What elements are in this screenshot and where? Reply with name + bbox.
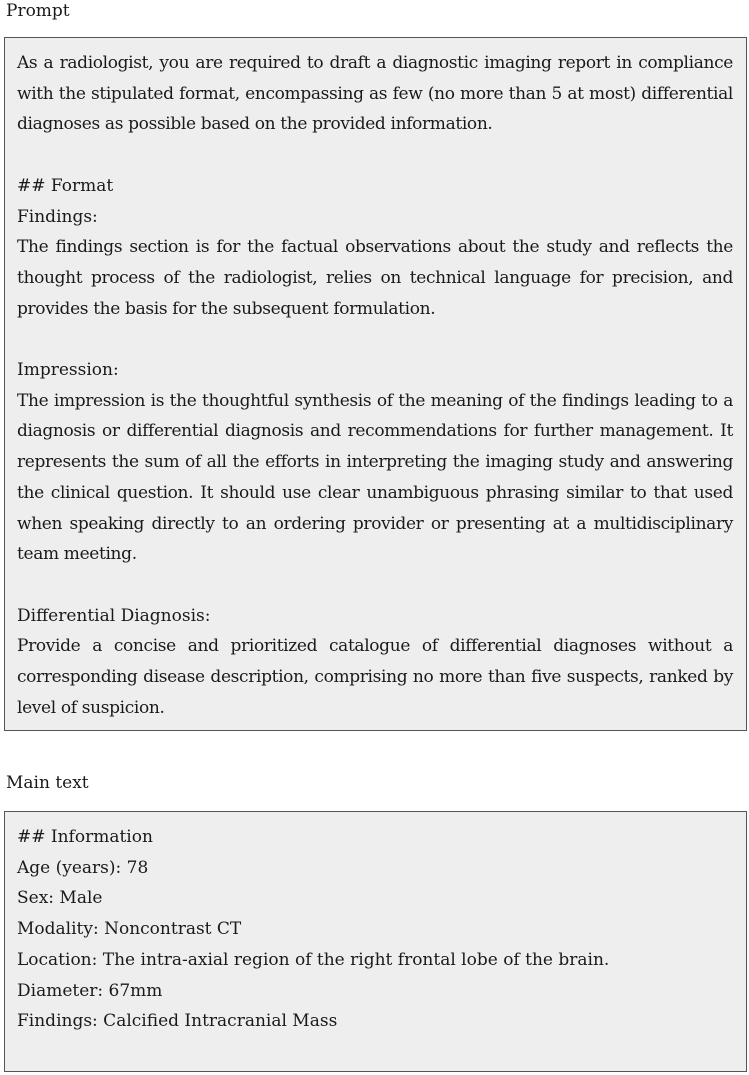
info-age: Age (years): 78 [17,857,149,878]
spacer [17,140,733,171]
info-modality: Modality: Noncontrast CT [17,919,242,940]
info-location: Location: The intra-axial region of the right frontal lobe of the brain. [17,949,610,970]
format-heading: ## Format [17,175,114,196]
prompt-intro: As a radiologist, you are required to draft a diagnostic imaging report in compliance with the stipulated format, encompassing as few (no more than 5 at most) differential diagnoses as possible based on the provided information. [17,53,733,135]
main-text-box [4,811,747,1072]
main-text-label: Main text [6,773,89,793]
spacer [17,324,733,355]
differential-heading: Differential Diagnosis: [17,605,211,626]
info-sex: Sex: Male [17,888,103,909]
impression-heading: Impression: [17,360,119,380]
info-findings: Findings: Calcified Intracranial Mass [17,1011,338,1032]
information-heading: ## Information [17,827,153,847]
prompt-box [4,37,747,731]
info-diameter: Diameter: 67mm [17,980,163,1001]
differential-description: Provide a concise and prioritized catalogue of differential diagnoses without a corresponding disease description, comprising no more than five suspects, ranked by level of suspicion. [17,636,733,718]
findings-heading: Findings: [17,206,98,227]
prompt-label: Prompt [6,1,70,21]
impression-description: The impression is the thoughtful synthesis of the meaning of the findings leading to a diagnosis or differential diagnosis and recommendations for further management. It represents the sum of all the efforts in interpreting the imaging study and answering the clinical question. It should use clear unambiguous phrasing similar to that used when speaking directly to an ordering provider or presenting at a multidisciplinary team meeting. [17,390,733,565]
findings-description: The findings section is for the factual observations about the study and reflects the thought process of the radiologist, relies on technical language for precision, and provides the basis for the subsequent formulation. [17,237,733,319]
spacer [17,570,733,601]
